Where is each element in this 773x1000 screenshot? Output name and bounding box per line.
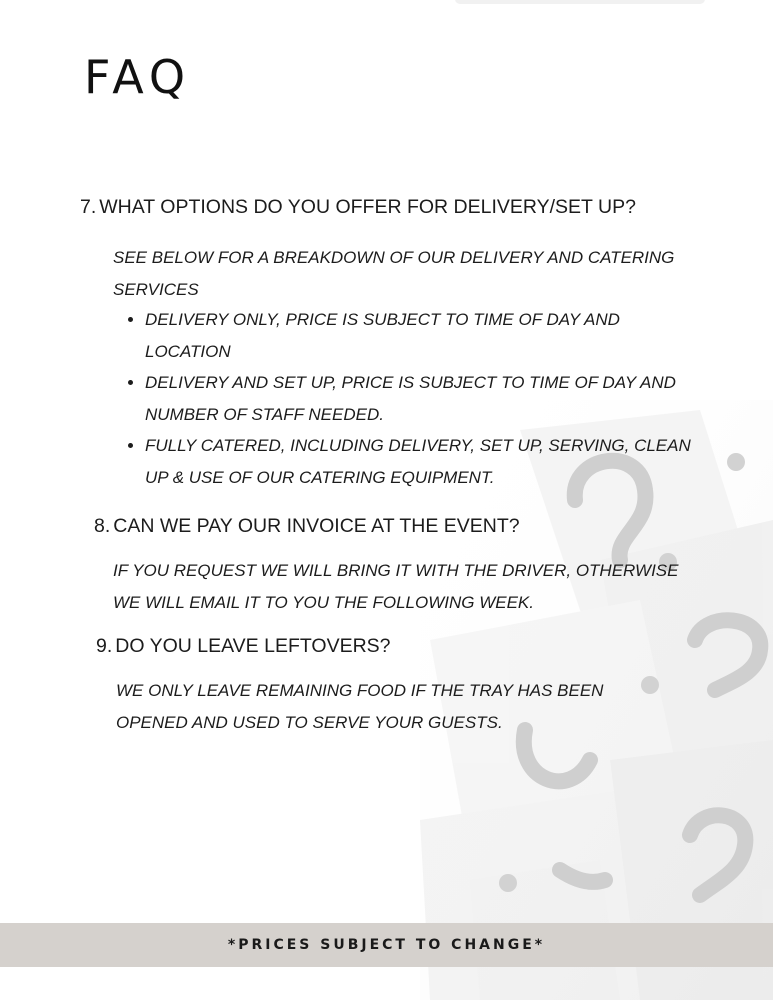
answer-line: IF YOU REQUEST WE WILL BRING IT WITH THE DRIVER, OTHERWISE	[113, 561, 679, 580]
faq-answer-9	[116, 675, 676, 738]
faq-question-text: WHAT OPTIONS DO YOU OFFER FOR DELIVERY/SET UP?	[99, 196, 636, 218]
faq-question-text: CAN WE PAY OUR INVOICE AT THE EVENT?	[113, 515, 520, 537]
faq-question-7	[80, 196, 636, 219]
footer-bar	[0, 923, 773, 967]
answer-line: SERVICES	[113, 279, 199, 299]
faq-question-9	[96, 635, 391, 658]
faq-question-8	[94, 515, 520, 538]
faq-answer-7	[113, 242, 693, 305]
list-item: • DELIVERY AND SET UP, PRICE IS SUBJECT TO TIME OF DAY AND NUMBER OF STAFF NEEDED.	[145, 367, 705, 430]
answer-line: WE WILL EMAIL IT TO YOU THE FOLLOWING WEEK.	[113, 592, 534, 612]
list-item: • FULLY CATERED, INCLUDING DELIVERY, SET UP, SERVING, CLEAN UP & USE OF OUR CATERING EQUIPMENT.	[145, 430, 705, 493]
answer-line: SEE BELOW FOR A BREAKDOWN OF OUR DELIVERY AND CATERING	[113, 248, 675, 267]
list-item: • DELIVERY ONLY, PRICE IS SUBJECT TO TIME OF DAY AND LOCATION	[145, 304, 705, 367]
faq-question-text: DO YOU LEAVE LEFTOVERS?	[115, 635, 391, 657]
service-options-list	[125, 304, 705, 493]
prices-disclaimer: *PRICES SUBJECT TO CHANGE*	[227, 937, 546, 953]
faq-number: 8.	[94, 515, 111, 537]
page-title: FAQ	[84, 50, 192, 104]
faq-number: 7.	[80, 196, 97, 218]
answer-line: WE ONLY LEAVE REMAINING FOOD IF THE TRAY HAS BEEN	[116, 681, 604, 700]
faq-number: 9.	[96, 635, 113, 657]
answer-line: OPENED AND USED TO SERVE YOUR GUESTS.	[116, 712, 503, 732]
faq-answer-8	[113, 555, 703, 618]
